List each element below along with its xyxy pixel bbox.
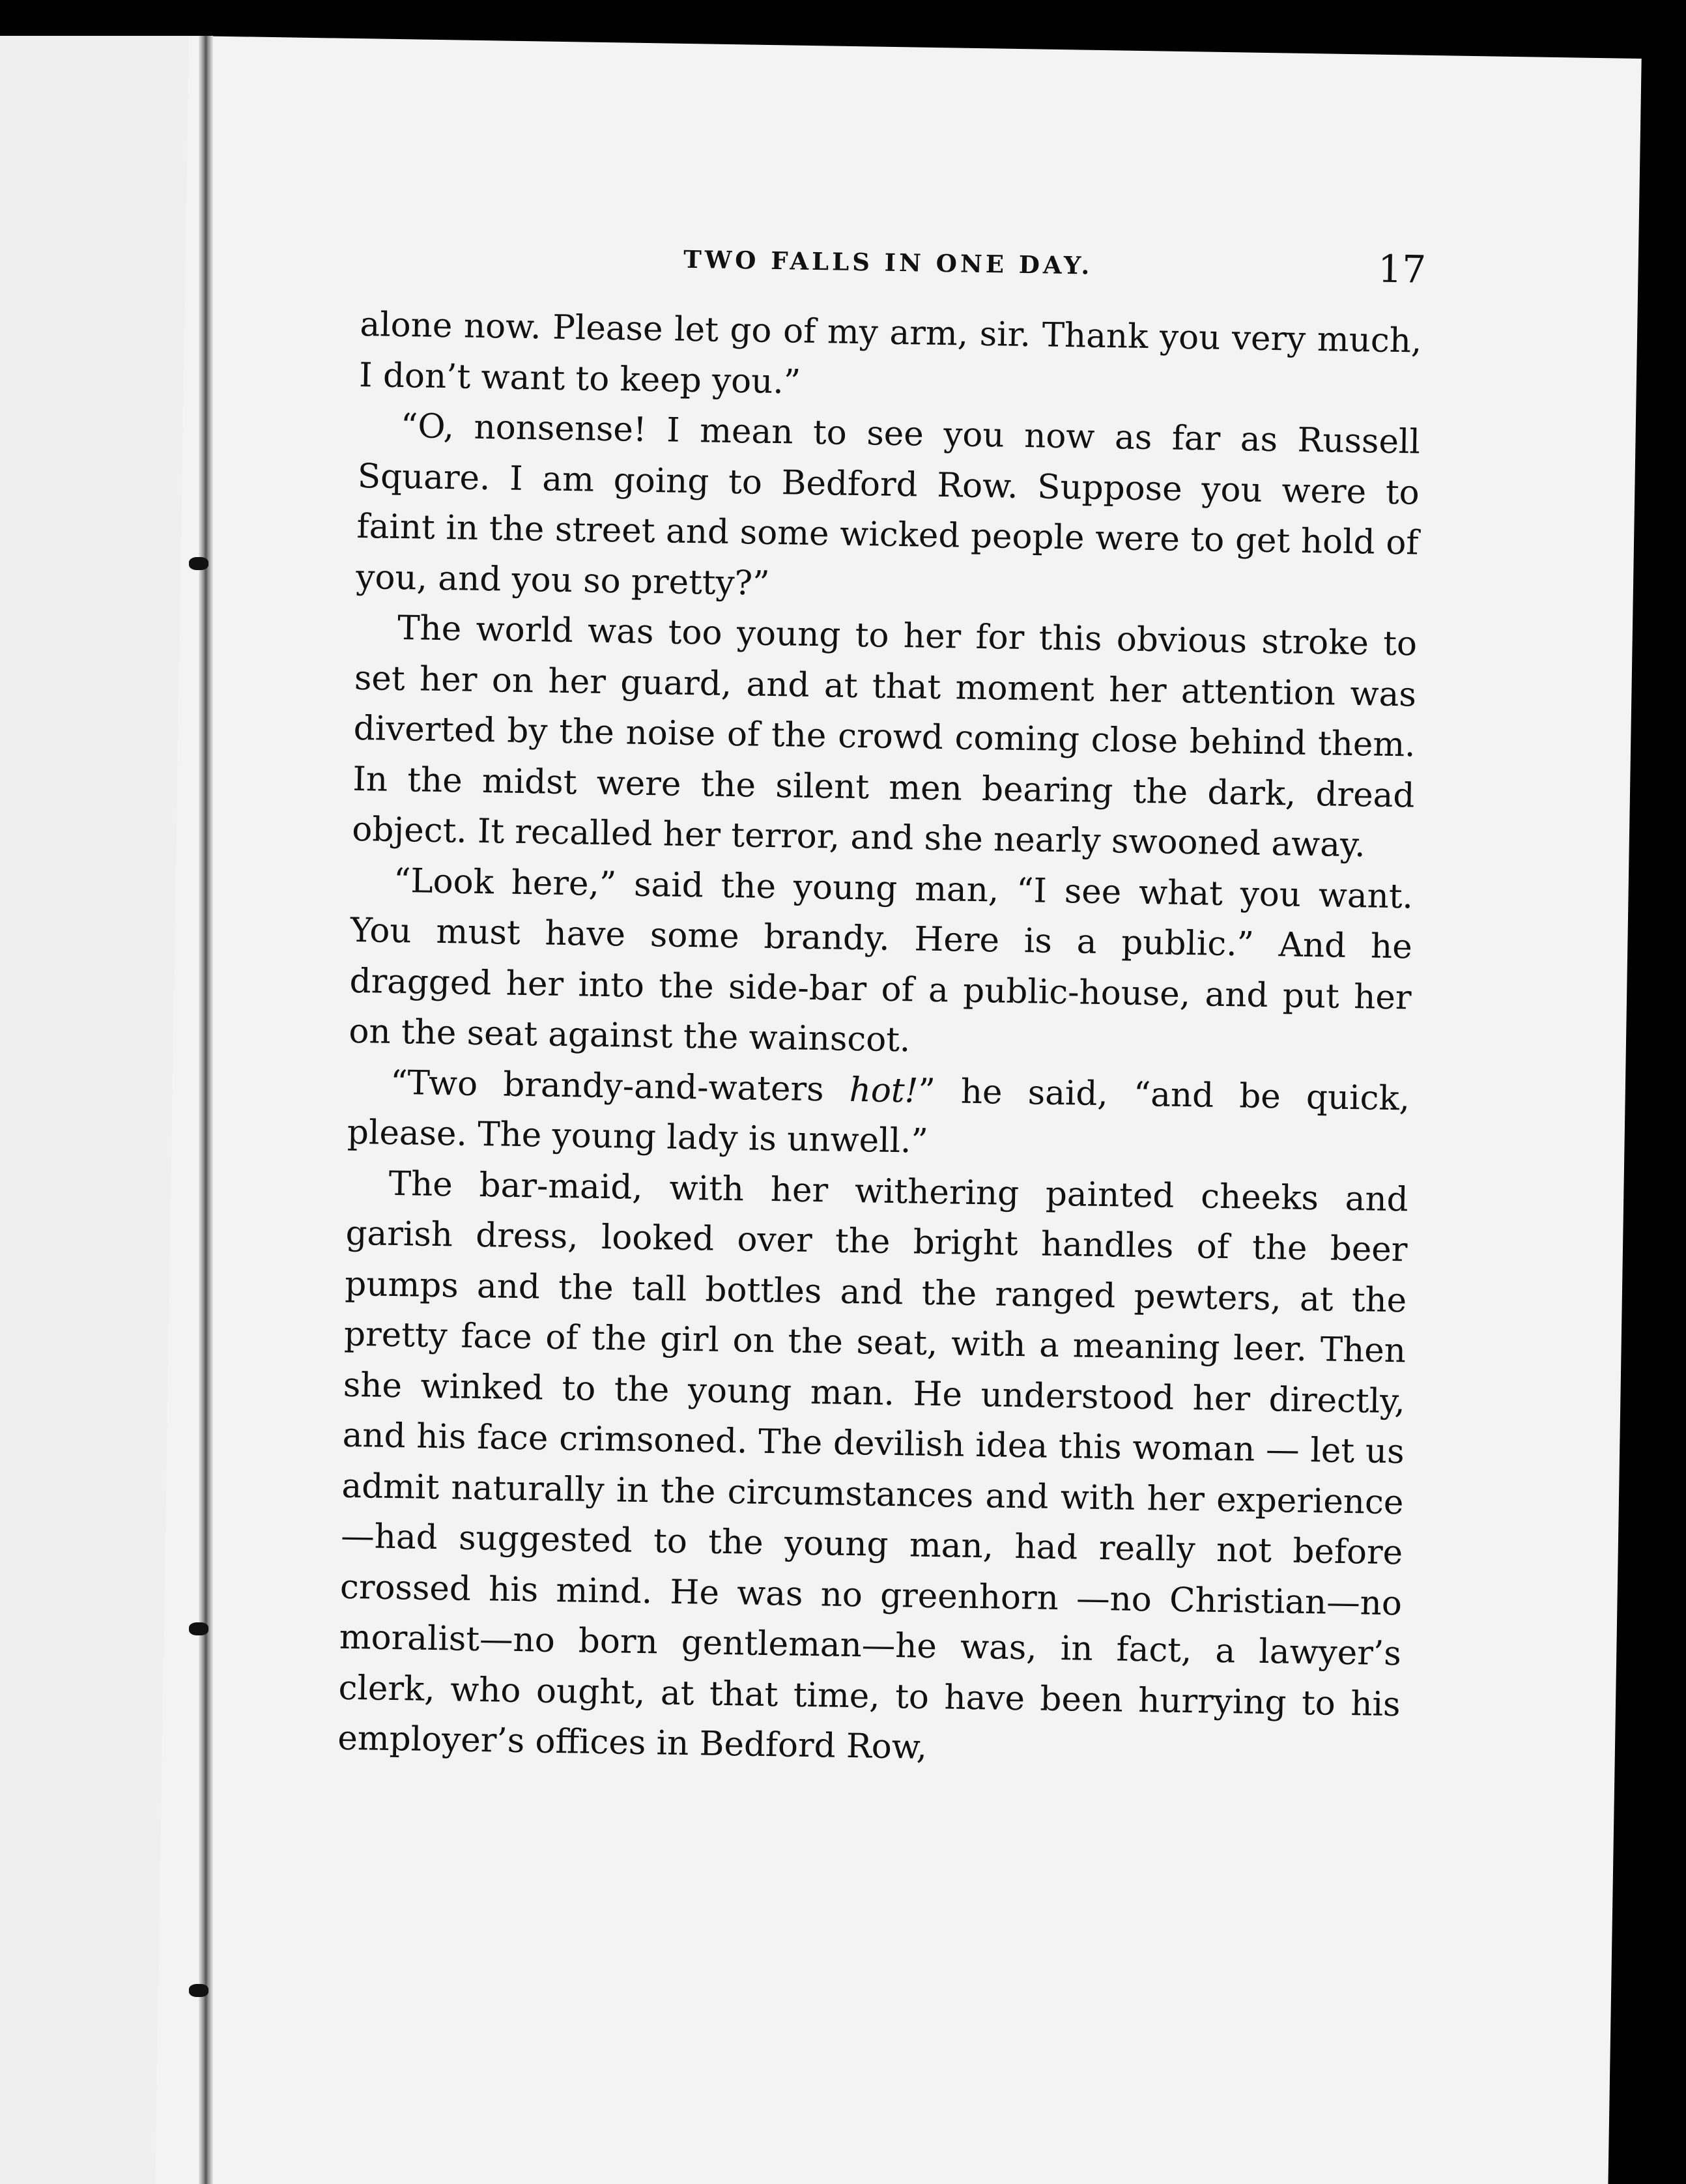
paragraph: “O, nonsense! I mean to see you now as far as Russell Square. I am going to Bedford Row. Suppose you were to faint in the street and some wicked people were to get hold of you, and you so pretty?”: [355, 406, 1421, 603]
paragraph: The world was too young to her for this obvious stroke to set her on her guard, and at that moment her attention was diverted by the noise of the crowd coming close behind them. In the midst were the silent men bearing the dark, dread object. It recalled her terror, and she nearly swooned away.: [351, 608, 1418, 865]
binding-stitch: [189, 1984, 208, 1997]
page-number: 17: [1377, 246, 1427, 292]
text-block: [336, 222, 1427, 1906]
binding-stitch: [189, 1622, 208, 1635]
paragraph-text: ” he said, “and be quick, please. The young lady is unwell.”: [347, 1071, 1410, 1161]
paragraph: alone now. Please let go of my arm, sir. Thank you very much, I don’t want to keep you.”: [358, 304, 1422, 402]
paragraph: “Look here,” said the young man, “I see what you want. You must have some brandy. Here is a public.” And he dragged her into the side-bar of a public-house, and put her on the seat against the wainscot.: [349, 861, 1414, 1060]
paragraph: The bar-maid, with her withering painted cheeks and garish dress, looked over the bright handles of the beer pumps and the tall bottles and the ranged pewters, at the pretty face of the girl on the seat, with a meaning leer. Then she winked to the young man. He understood her directly, and his face crimsoned. The devilish idea this woman — let us admit naturally in the circumstances and with her experience—had suggested to the young man, had really not before crossed his mind. He was no greenhorn —no Christian—no moralist—no born gentleman—he was, in fact, a lawyer’s clerk, who ought, at that time, to have been hurrying to his employer’s offices in Bedford Row,: [337, 1164, 1409, 1767]
running-head: [360, 222, 1427, 317]
book-gutter: [199, 36, 213, 2184]
paragraph-text: “Two brandy-and-waters: [390, 1063, 850, 1110]
italic-emphasis: hot!: [849, 1070, 919, 1111]
binding-stitch: [189, 557, 208, 570]
paragraph: [347, 1057, 1410, 1175]
running-head-title: TWO FALLS IN ONE DAY.: [683, 244, 1093, 280]
